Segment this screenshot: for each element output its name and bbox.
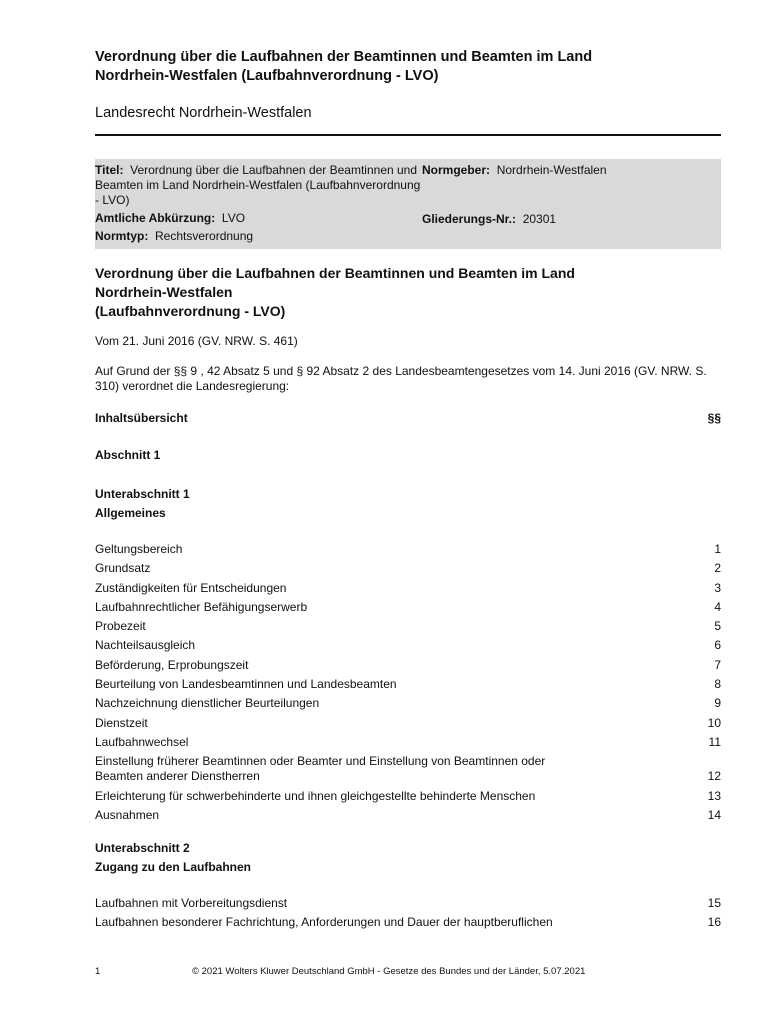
toc-item-number: 8: [714, 677, 721, 692]
document-page: [95, 48, 721, 934]
toc-item: [95, 896, 721, 911]
gliederung-value: 20301: [522, 212, 557, 226]
toc-list-1: [95, 542, 721, 823]
toc-item-label: Probezeit: [95, 619, 146, 634]
toc-item-number: 11: [708, 734, 721, 749]
copyright-notice: © 2021 Wolters Kluwer Deutschland GmbH - Gesetze des Bundes und der Länder, 5.07.2021: [192, 966, 586, 977]
toc-item-label: Einstellung früherer Beamtinnen oder Beamter und Einstellung von Beamtinnen oder Beamten anderer Dienstherren: [95, 754, 546, 784]
toc-item-label: Zuständigkeiten für Entscheidungen: [95, 580, 287, 595]
law-heading-line-1: Verordnung über die Laufbahnen der Beamtinnen und Beamten im Land: [95, 265, 575, 281]
toc-item-label: Dienstzeit: [95, 715, 148, 730]
toc-item: [95, 619, 721, 634]
subsection-2-name: Zugang zu den Laufbahnen: [95, 859, 251, 874]
divider: [95, 134, 721, 136]
toc-item-number: 2: [714, 561, 721, 576]
law-heading-line-3: (Laufbahnverordnung - LVO): [95, 303, 286, 319]
toc-item-label: Laufbahnwechsel: [95, 734, 189, 749]
metadata-titel: [95, 163, 422, 208]
abkuerzung-value: LVO: [221, 211, 246, 225]
toc-item-label: Laufbahnrechtlicher Befähigungserwerb: [95, 599, 308, 614]
toc-item-label: Grundsatz: [95, 561, 151, 576]
page-number: 1: [95, 966, 101, 977]
toc-item: [95, 542, 721, 557]
toc-item-label: Ausnahmen: [95, 807, 160, 822]
toc-item: [95, 696, 721, 711]
subsection-2-header: [95, 839, 721, 877]
toc-paragraph-sign: §§: [707, 411, 721, 425]
toc-item-label: Nachzeichnung dienstlicher Beurteilungen: [95, 696, 320, 711]
toc-item: [95, 915, 721, 930]
titel-value: Verordnung über die Laufbahnen der Beamtinnen und Beamten im Land Nordrhein-Westfalen (Laufbahnverordnung - LVO): [95, 163, 421, 207]
subsection-1-name: Allgemeines: [95, 506, 166, 520]
toc-item-label: Beurteilung von Landesbeamtinnen und Landesbeamten: [95, 677, 397, 692]
toc-item-label: Laufbahnen besonderer Fachrichtung, Anforderungen und Dauer der hauptberuflichen: [95, 915, 553, 930]
normtyp-value: Rechtsverordnung: [155, 229, 254, 243]
metadata-abkuerzung: [95, 211, 422, 226]
toc-item-number: 14: [707, 807, 721, 822]
toc-item-number: 1: [714, 542, 721, 556]
toc-item-number: 9: [714, 696, 721, 711]
toc-item: [95, 808, 721, 823]
document-title: [95, 48, 721, 86]
toc-item-label: Nachteilsausgleich: [95, 638, 196, 653]
toc-item: [95, 600, 721, 615]
toc-label: Inhaltsübersicht: [95, 411, 188, 425]
toc-item-label: Erleichterung für schwerbehinderte und ihnen gleichgestellte behinderte Menschen: [95, 788, 536, 803]
document-subtitle: Landesrecht Nordrhein-Westfalen: [95, 105, 312, 121]
document-title-line-1: Verordnung über die Laufbahnen der Beamtinnen und Beamten im Land: [95, 49, 593, 65]
toc-item-label: Laufbahnen mit Vorbereitungsdienst: [95, 895, 288, 910]
toc-item-number: 13: [707, 788, 721, 803]
toc-item-number: 16: [707, 915, 721, 930]
subsection-1-title: Unterabschnitt 1: [95, 487, 190, 501]
document-title-line-2: Nordrhein-Westfalen (Laufbahnverordnung - LVO): [95, 68, 439, 84]
toc-item: [95, 638, 721, 653]
toc-item: [95, 789, 721, 804]
toc-item: [95, 754, 721, 784]
toc-item: [95, 677, 721, 692]
toc-item: [95, 581, 721, 596]
toc-item: [95, 658, 721, 673]
normtyp-label: Normtyp:: [95, 229, 149, 243]
toc-item: [95, 735, 721, 750]
metadata-box: [95, 159, 721, 249]
toc-item-number: 5: [714, 619, 721, 634]
normgeber-value: Nordrhein-Westfalen: [496, 163, 607, 177]
metadata-left-column: [95, 163, 422, 247]
law-heading-line-2: Nordrhein-Westfalen: [95, 284, 233, 300]
titel-label: Titel:: [95, 163, 124, 177]
toc-item-number: 12: [707, 769, 721, 784]
toc-item: [95, 716, 721, 731]
metadata-right-column: [422, 163, 721, 247]
section-title: Abschnitt 1: [95, 448, 161, 462]
law-heading: [95, 264, 721, 321]
preamble: Auf Grund der §§ 9 , 42 Absatz 5 und § 92 Absatz 2 des Landesbeamtengesetzes vom 14. Juni 2016 (GV. NRW. S. 310) verordnet die Landesregierung:: [95, 364, 707, 393]
toc-item-number: 6: [714, 638, 721, 653]
gliederung-label: Gliederungs-Nr.:: [422, 212, 517, 226]
metadata-normgeber: [422, 163, 721, 209]
toc-item-label: Beförderung, Erprobungszeit: [95, 657, 249, 672]
toc-item-number: 10: [707, 715, 721, 730]
toc-item: [95, 561, 721, 576]
metadata-gliederung: [422, 212, 721, 227]
toc-item-number: 3: [714, 580, 721, 595]
enactment-date: Vom 21. Juni 2016 (GV. NRW. S. 461): [95, 334, 298, 348]
abkuerzung-label: Amtliche Abkürzung:: [95, 211, 216, 225]
metadata-normtyp: [95, 229, 422, 244]
toc-header: [95, 411, 721, 426]
toc-item-number: 4: [714, 599, 721, 614]
subsection-1-header: [95, 485, 721, 523]
toc-item-number: 15: [707, 895, 721, 910]
toc-list-2: [95, 896, 721, 930]
toc-item-number: 7: [714, 657, 721, 672]
subsection-2-title: Unterabschnitt 2: [95, 840, 190, 855]
normgeber-label: Normgeber:: [422, 163, 491, 177]
toc-item-label: Geltungsbereich: [95, 542, 183, 556]
